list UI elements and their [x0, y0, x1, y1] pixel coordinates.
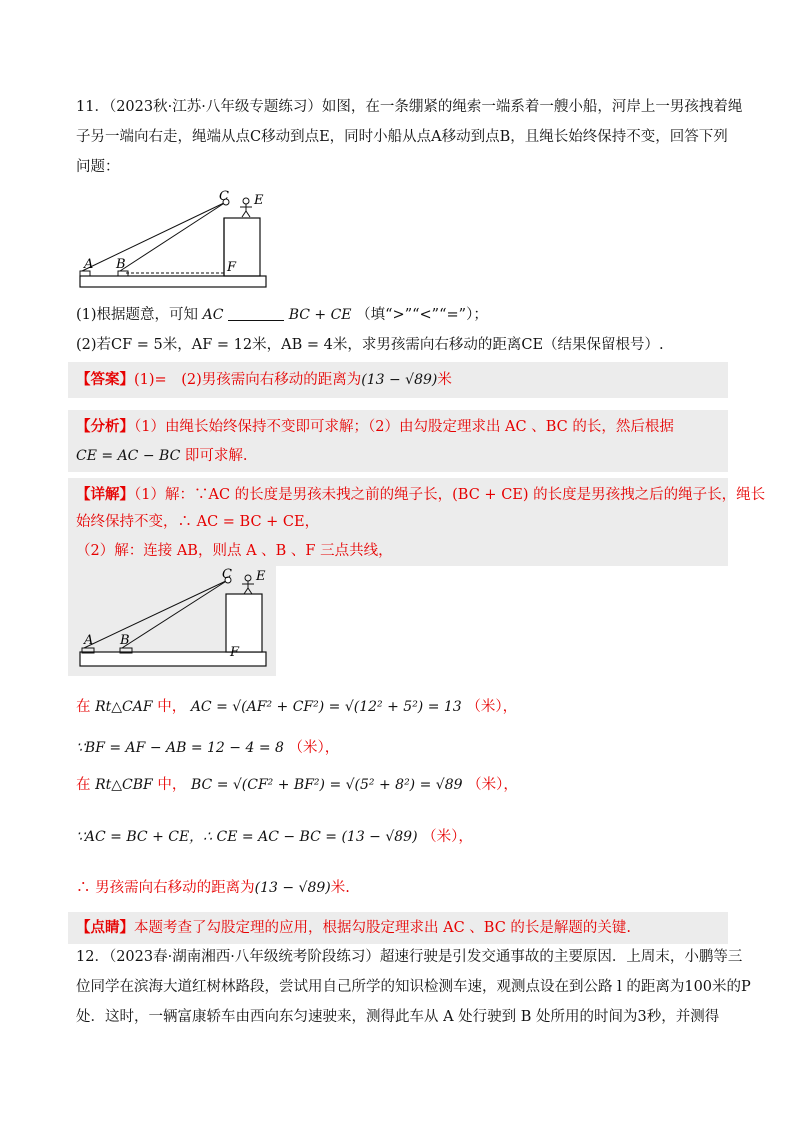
label-c: C: [219, 189, 229, 204]
q12-line-3: 处．这时，一辆富康轿车由西向东匀速驶来，测得此车从 A 处行驶到 B 处所用的时间为3秒，并测得: [76, 1009, 720, 1025]
q11-intro-line-3: 问题：: [76, 159, 120, 175]
label-f: F: [227, 260, 237, 275]
step3-eq: BC = √(CF² + BF²) = √(5² + 8²) = √89: [190, 777, 463, 793]
step-3: [76, 775, 518, 795]
q11-part-1: [76, 305, 488, 325]
answer-blank[interactable]: [228, 306, 284, 321]
step-4: [76, 827, 473, 847]
step2-eq: ∵BF = AF − AB = 12 − 4 = 8: [76, 740, 284, 756]
label-a: A: [84, 257, 94, 272]
boy-icon: [240, 198, 252, 217]
rope-ac: [82, 202, 226, 271]
label-f: F: [230, 645, 240, 660]
q12-line-2: 位同学在滨海大道红树林路段，尝试用自己所学的知识检测车速，观测点设在到公路 l 的距离为100米的P: [76, 979, 751, 995]
step4-unit: （米），: [422, 829, 473, 845]
step1-eq: AC = √(AF² + CF²) = √(12² + 5²) = 13: [190, 699, 462, 715]
comment-tag: 【点睛】: [76, 919, 134, 936]
conclusion-expr: (13 − √89): [254, 880, 331, 896]
rope-bc: [120, 202, 226, 271]
q11-intro-line-2: 子另一端向右走，绳端从点C移动到点E，同时小船从点A移动到点B，且绳长始终保持不变，回答下列: [76, 129, 728, 145]
q11-intro-line-1: 11．（2023秋·江苏·八年级专题练习）如图，在一条绷紧的绳索一端系着一艘小船，河岸上一男孩拽着绳: [76, 99, 743, 115]
analysis-text-1: （1）由绳长始终保持不变即可求解；（2）由勾股定理求出 AC 、BC 的长，然后根据: [134, 419, 674, 435]
answer-tag: 【答案】: [76, 371, 134, 388]
step1-mid: 中，: [152, 699, 187, 715]
analysis-line-2: [76, 446, 248, 466]
answer-expr: (13 − √89): [361, 372, 438, 388]
label-b: B: [120, 633, 130, 648]
comment-text: 本题考查了勾股定理的应用，根据勾股定理求出 AC 、BC 的长是解题的关键.: [134, 920, 632, 936]
conclusion: [76, 878, 350, 898]
q12-line-1: 12．（2023春·湖南湘西·八年级统考阶段练习）超速行驶是引发交通事故的主要原因．上周末，小鹏等三: [76, 949, 743, 965]
part1-ac: AC: [202, 307, 224, 323]
analysis-line-1: [76, 417, 674, 437]
label-b: B: [116, 257, 126, 272]
detail-line-3: （2）解：连接 AB，则点 A 、B 、F 三点共线，: [76, 543, 393, 559]
step3-mid: 中，: [152, 777, 187, 793]
step1-prefix: 在: [76, 699, 96, 715]
label-e: E: [256, 569, 266, 584]
step3-unit: （米），: [467, 777, 518, 793]
answer-text: (1)= (2)男孩需向右移动的距离为: [134, 372, 362, 388]
detail-tag: 【详解】: [76, 486, 134, 503]
analysis-text-2: 即可求解.: [184, 448, 248, 464]
part1-bcce: BC + CE: [288, 307, 352, 323]
step1-unit: （米），: [466, 699, 518, 715]
q11-part-2: (2)若CF = 5米，AF = 12米，AB = 4米，求男孩需向右移动的距离CE（结果保留根号）.: [76, 337, 664, 353]
part1-suffix: （填“>”“<”“=”）；: [356, 307, 488, 323]
riverbank-base: [80, 276, 266, 287]
step3-prefix: 在: [76, 777, 96, 793]
step2-unit: （米），: [288, 740, 340, 756]
detail-text-1: （1）解：∵AC 的长度是男孩未拽之前的绳子长，(BC + CE) 的长度是男孩拽之后的绳子长，绳长: [134, 487, 766, 503]
step-2: [76, 738, 339, 758]
q11-figure-1: [76, 188, 276, 292]
rope-bc: [122, 580, 228, 648]
analysis-tag: 【分析】: [76, 418, 134, 435]
detail-line-1: [76, 485, 765, 505]
conclusion-unit: 米.: [330, 880, 350, 896]
detail-line-2: 始终保持不变，∴ AC = BC + CE，: [76, 514, 320, 530]
q11-figure-2: [76, 568, 276, 676]
label-e: E: [254, 193, 264, 208]
answer-line: [76, 370, 452, 390]
conclusion-text: ∴ 男孩需向右移动的距离为: [76, 880, 255, 896]
step3-triangle: Rt△CBF: [95, 777, 153, 793]
step4-eq: ∵AC = BC + CE，∴ CE = AC − BC = (13 − √89): [76, 829, 418, 845]
analysis-eq: CE = AC − BC: [76, 448, 181, 464]
comment-line: [76, 918, 631, 938]
step1-triangle: Rt△CAF: [95, 699, 153, 715]
label-a: A: [84, 633, 94, 648]
boy-icon: [242, 575, 254, 594]
step-1: [76, 697, 517, 717]
label-c: C: [222, 568, 232, 582]
answer-unit: 米: [437, 372, 452, 388]
rope-ac: [84, 580, 228, 648]
part1-prefix: (1)根据题意，可知: [76, 307, 199, 323]
